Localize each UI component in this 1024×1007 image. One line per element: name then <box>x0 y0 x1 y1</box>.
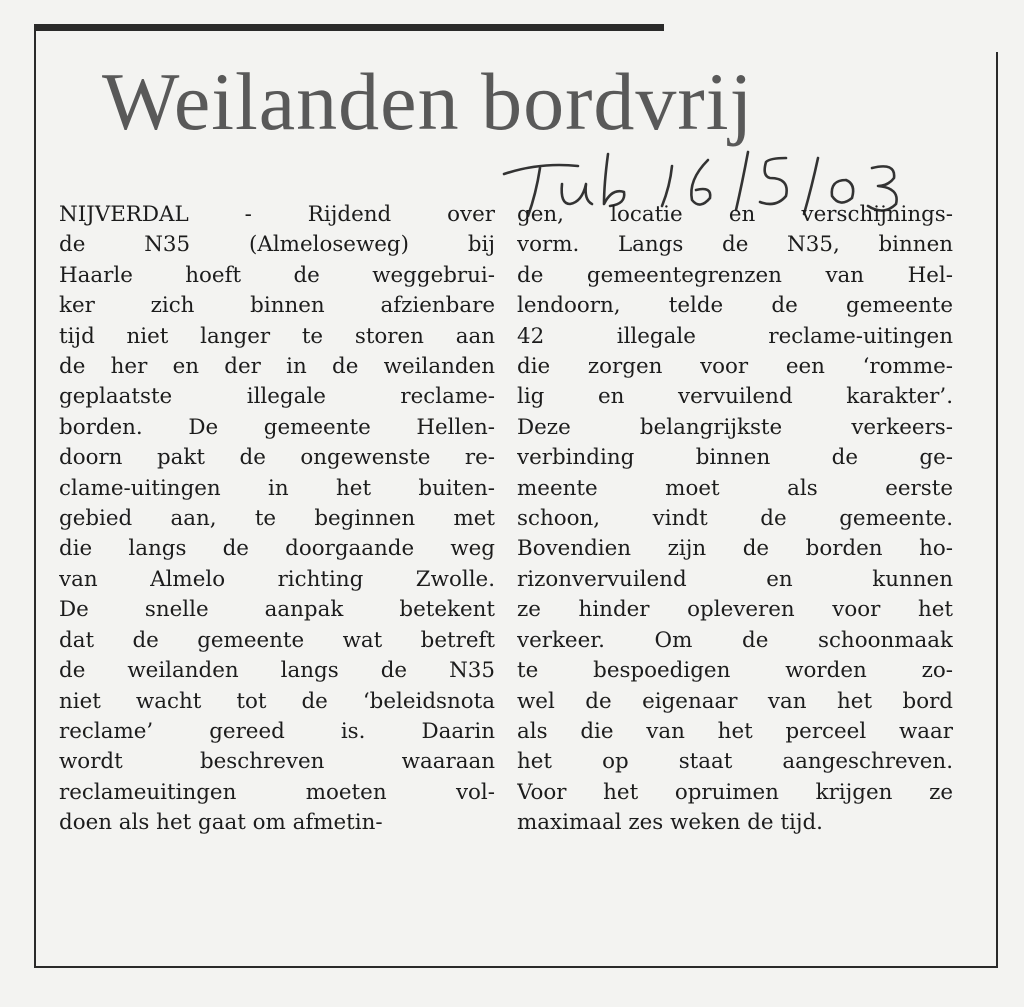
article-text-line: lendoorn, telde de gemeente <box>517 293 953 319</box>
article-text-line: gebied aan, te beginnen met <box>59 506 495 532</box>
article-text-line: verbinding binnen de ge- <box>517 445 953 471</box>
article-text-line: verkeer. Om de schoonmaak <box>517 627 953 653</box>
article-text-line: van Almelo richting Zwolle. <box>59 566 495 592</box>
newspaper-clipping <box>22 20 1000 972</box>
article-text-line: wordt beschreven waaraan <box>59 749 495 775</box>
article-text-line: vorm. Langs de N35, binnen <box>517 232 953 258</box>
article-text-line: Deze belangrijkste verkeers- <box>517 414 953 440</box>
left-border-rule <box>34 28 36 966</box>
article-text-line: NIJVERDAL - Rijdend over <box>59 202 495 227</box>
article-text-line: De snelle aanpak betekent <box>59 597 495 623</box>
article-text-line: ker zich binnen afzienbare <box>59 293 495 319</box>
article-text-line: reclameuitingen moeten vol- <box>59 779 495 805</box>
article-text-line: gen, locatie en verschijnings- <box>517 202 953 227</box>
article-text-line: clame-uitingen in het buiten- <box>59 475 495 501</box>
article-column-left <box>59 200 495 839</box>
right-border-rule <box>996 52 998 968</box>
article-text-line: borden. De gemeente Hellen- <box>59 414 495 440</box>
article-text-line: tijd niet langer te storen aan <box>59 323 495 349</box>
article-text-line: meente moet als eerste <box>517 475 953 501</box>
article-text-line: wel de eigenaar van het bord <box>517 688 953 714</box>
article-text-line: ze hinder opleveren voor het <box>517 597 953 623</box>
article-text-line: die zorgen voor een ‘romme- <box>517 354 953 380</box>
article-text-line: lig en vervuilend karakter’. <box>517 384 953 410</box>
article-text-line: doorn pakt de ongewenste re- <box>59 445 495 471</box>
article-text-line: reclame’ gereed is. Daarin <box>59 718 495 744</box>
article-text-line: Voor het opruimen krijgen ze <box>517 779 953 805</box>
article-text-line: doen als het gaat om afmetin- <box>59 810 383 836</box>
article-text-line: geplaatste illegale reclame- <box>59 384 495 410</box>
article-text-line: Bovendien zijn de borden ho- <box>517 536 953 562</box>
article-headline: Weilanden bordvrij <box>102 56 754 147</box>
article-text-line: 42 illegale reclame-uitingen <box>517 323 953 349</box>
article-text-line: de her en der in de weilanden <box>59 354 495 380</box>
top-border-rule <box>34 24 664 31</box>
article-text-line: maximaal zes weken de tijd. <box>517 810 823 836</box>
article-text-line: schoon, vindt de gemeente. <box>517 506 953 532</box>
article-text-line: niet wacht tot de ‘beleidsnota <box>59 688 495 714</box>
article-text-line: het op staat aangeschreven. <box>517 749 953 775</box>
article-text-line: de N35 (Almeloseweg) bij <box>59 232 495 258</box>
article-text-line: de gemeentegrenzen van Hel- <box>517 262 953 288</box>
article-text-line: te bespoedigen worden zo- <box>517 658 953 684</box>
bottom-border-rule <box>34 966 998 968</box>
article-text-line: dat de gemeente wat betreft <box>59 627 495 653</box>
article-text-line: de weilanden langs de N35 <box>59 658 495 684</box>
article-text-line: rizonvervuilend en kunnen <box>517 566 953 592</box>
article-text-line: Haarle hoeft de weggebrui- <box>59 262 495 288</box>
article-text-line: als die van het perceel waar <box>517 718 953 744</box>
article-column-right <box>517 200 953 839</box>
article-text-line: die langs de doorgaande weg <box>59 536 495 562</box>
